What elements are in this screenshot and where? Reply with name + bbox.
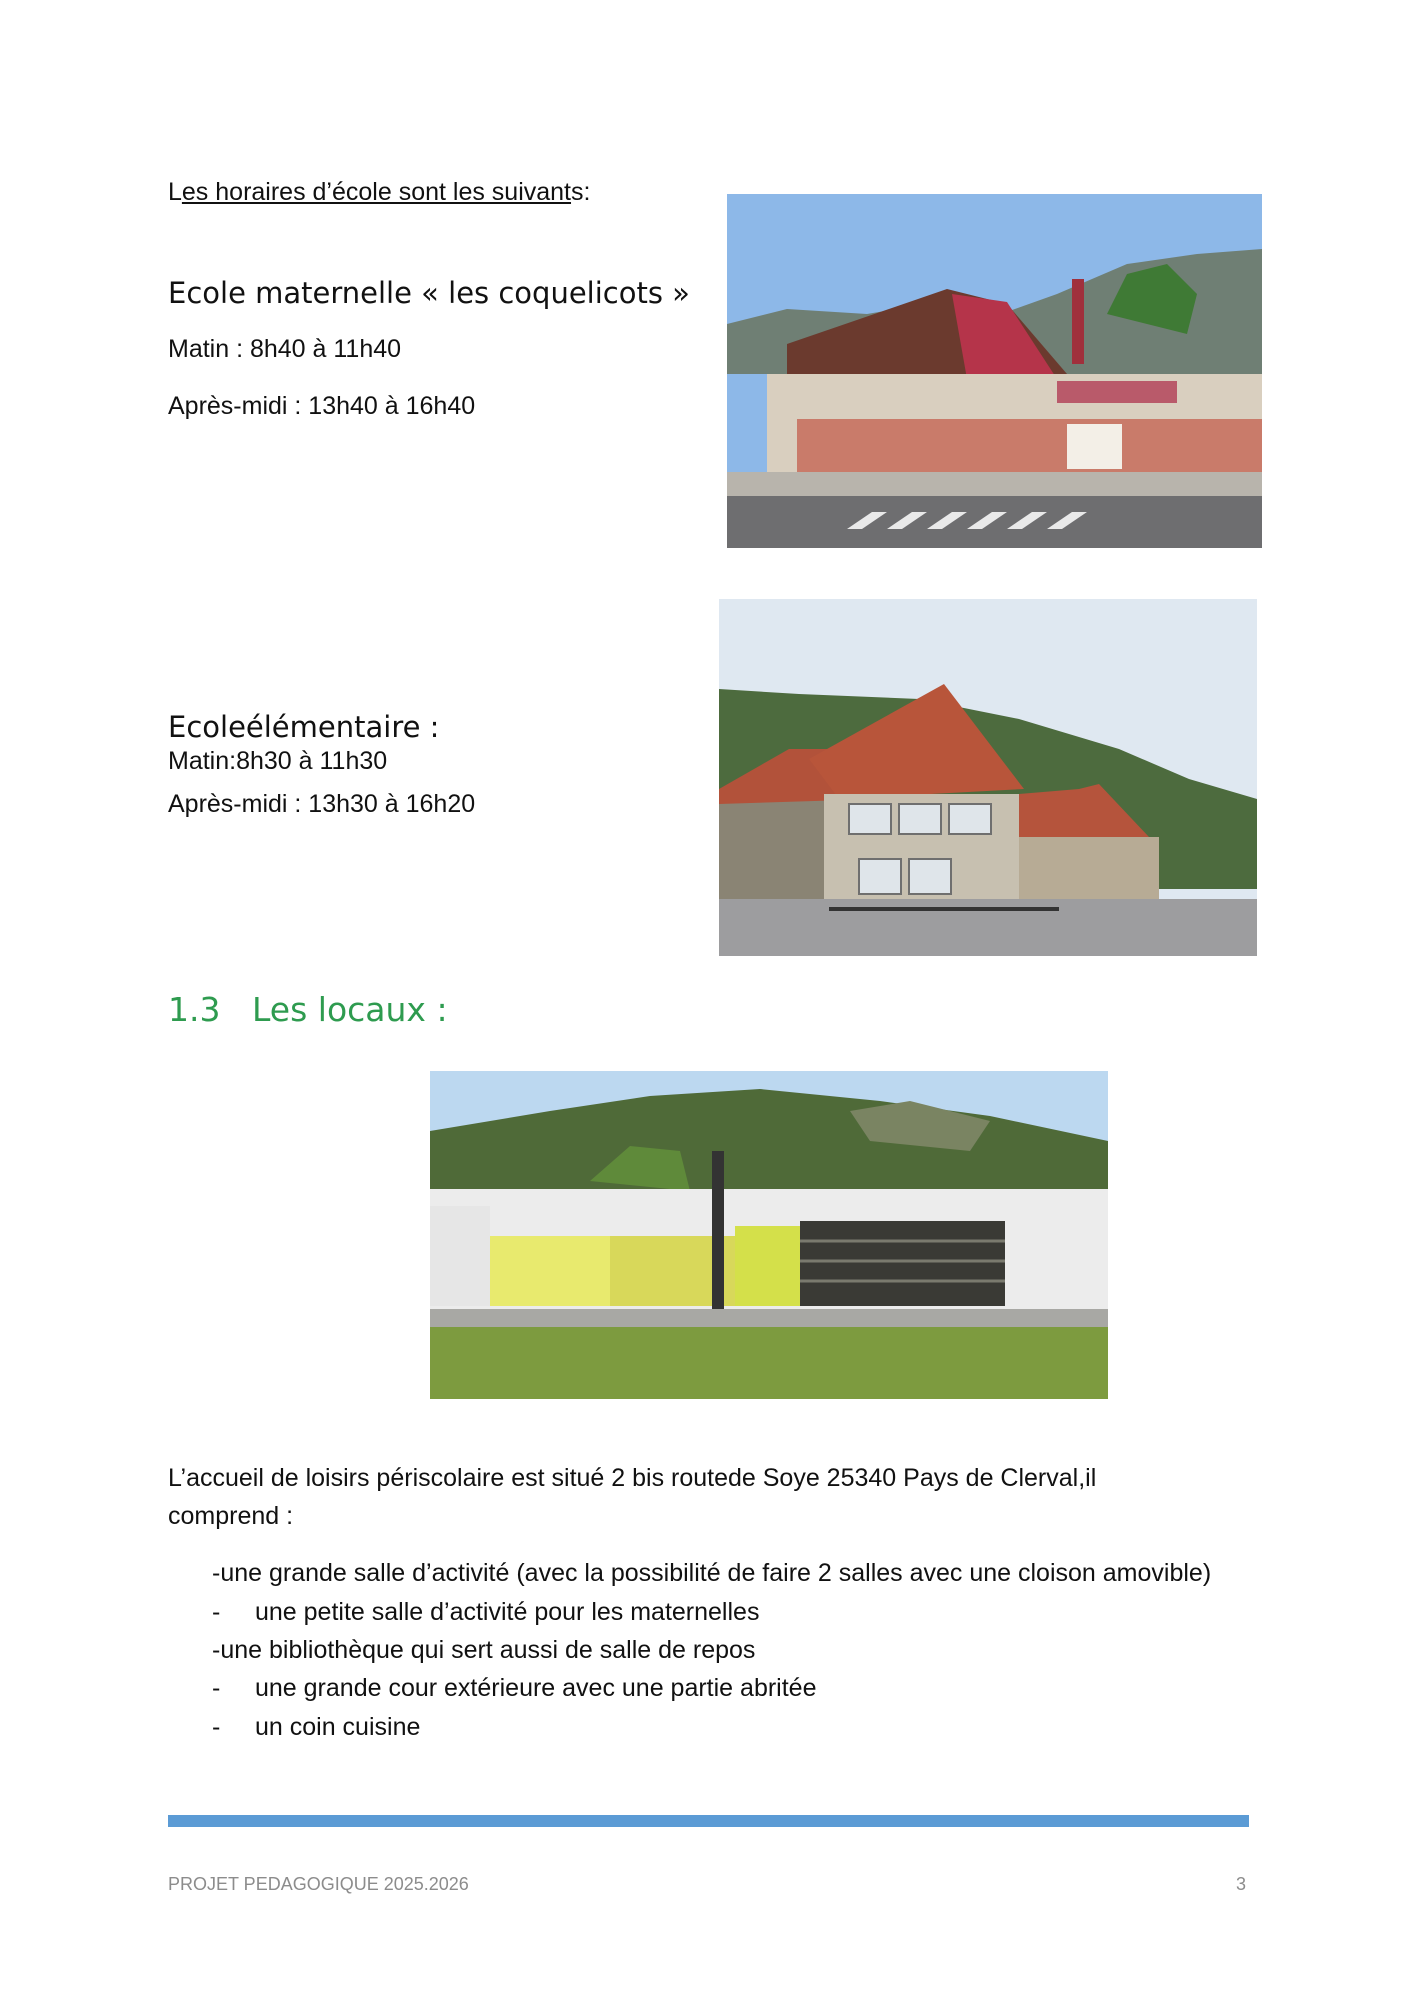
list-item: -une grande salle d’activité (avec la possibilité de faire 2 salles avec une cloison amovible) (212, 1559, 1212, 1587)
description-line-2: comprend : (168, 1502, 294, 1530)
list-item: - une grande cour extérieure avec une partie abritée (212, 1674, 817, 1702)
section-number: 1.3 (168, 990, 221, 1029)
section-heading (168, 990, 448, 1029)
section-title: Les locaux : (252, 990, 448, 1029)
list-item: - un coin cuisine (212, 1713, 421, 1741)
list-dash: - (212, 1598, 221, 1626)
description-line-1: L’accueil de loisirs périscolaire est situé 2 bis routede Soye 25340 Pays de Clerval,il (168, 1464, 1097, 1492)
elementaire-morning: Matin:8h30 à 11h30 (168, 747, 388, 775)
footer-rule (168, 1815, 1249, 1827)
schedule-intro-underlined: es horaires d’école sont les suivant (181, 178, 572, 206)
elementaire-building-photo (719, 599, 1257, 956)
periscolaire-building-photo (430, 1071, 1108, 1399)
elementaire-afternoon: Après-midi : 13h30 à 16h20 (168, 790, 476, 818)
list-dash: - (212, 1713, 221, 1741)
list-item: - une petite salle d’activité pour les maternelles (212, 1598, 760, 1626)
list-item: -une bibliothèque qui sert aussi de salle de repos (212, 1636, 756, 1664)
footer-title: PROJET PEDAGOGIQUE 2025.2026 (168, 1874, 469, 1894)
maternelle-building-photo (727, 194, 1262, 548)
maternelle-morning: Matin : 8h40 à 11h40 (168, 335, 402, 363)
elementaire-title: Ecoleélémentaire : (168, 710, 440, 744)
schedule-intro: Les horaires d’école sont les suivants: (168, 178, 591, 206)
maternelle-title: Ecole maternelle « les coquelicots » (168, 276, 690, 310)
maternelle-afternoon: Après-midi : 13h40 à 16h40 (168, 392, 476, 420)
page-number: 3 (1236, 1874, 1247, 1894)
list-dash: - (212, 1674, 221, 1702)
